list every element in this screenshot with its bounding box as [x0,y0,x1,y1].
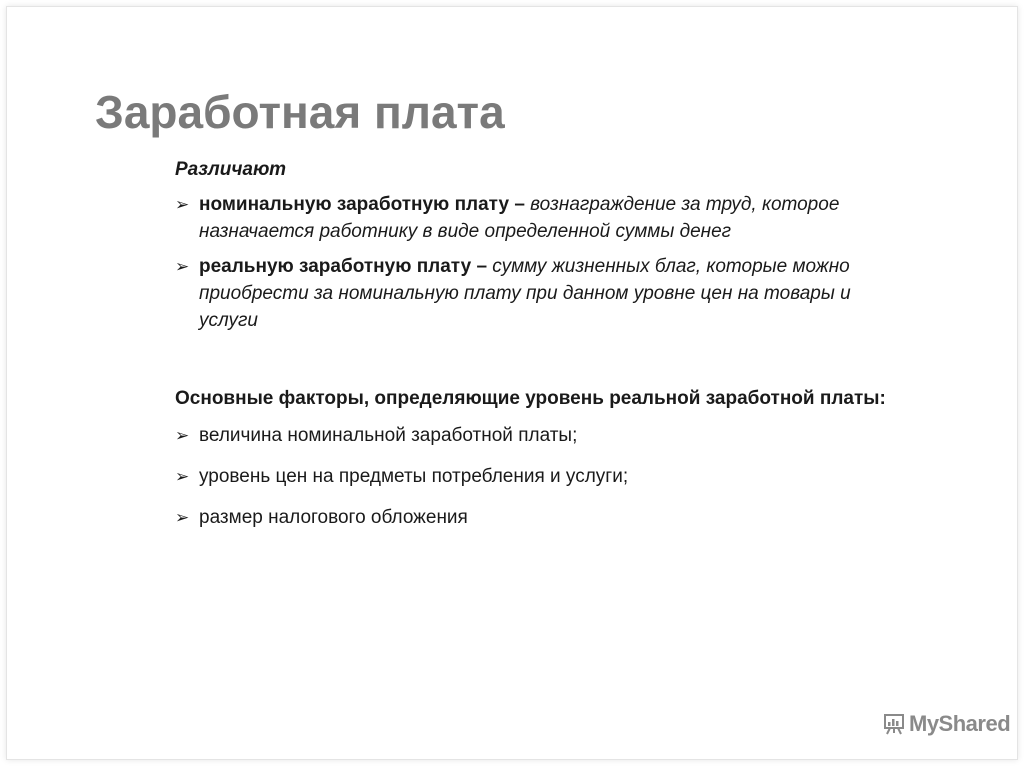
watermark-text: MyShared [909,711,1011,736]
slide [6,6,1018,760]
definition-dash: – [514,194,525,215]
factor-text: размер налогового обложения [199,507,468,528]
factor-item [175,422,895,449]
factor-text: уровень цен на предметы потребления и услуги; [199,466,629,487]
factor-item [175,463,895,490]
slide-title: Заработная плата [95,86,505,138]
definition-text [199,191,895,245]
definition-body: вознаграждение за труд, которое назначается работнику в виде определенной суммы денег [199,194,840,242]
definition-text [199,253,895,334]
factor-item [175,504,895,531]
factors-heading: Основные факторы, определяющие уровень реальной заработной платы: [175,388,886,409]
arrow-bullet-icon: ➢ [175,508,190,527]
presentation-board-icon [883,713,905,735]
arrow-bullet-icon: ➢ [175,257,190,276]
factor-text: величина номинальной заработной платы; [199,425,578,446]
watermark [883,711,1010,737]
slide-content [175,159,895,545]
arrow-bullet-icon: ➢ [175,426,190,445]
definition-item-nominal [175,191,895,245]
intro-text: Различают [175,159,287,180]
definition-item-real [175,253,895,334]
definition-term: номинальную заработную плату [199,194,510,215]
arrow-bullet-icon: ➢ [175,467,190,486]
definition-term: реальную заработную плату [199,256,472,277]
definition-dash: – [476,256,488,277]
arrow-bullet-icon: ➢ [175,195,190,214]
definition-body: сумму жизненных благ, которые можно приобрести за номинальную плату при данном уровне цен на товары и услуги [199,256,851,331]
